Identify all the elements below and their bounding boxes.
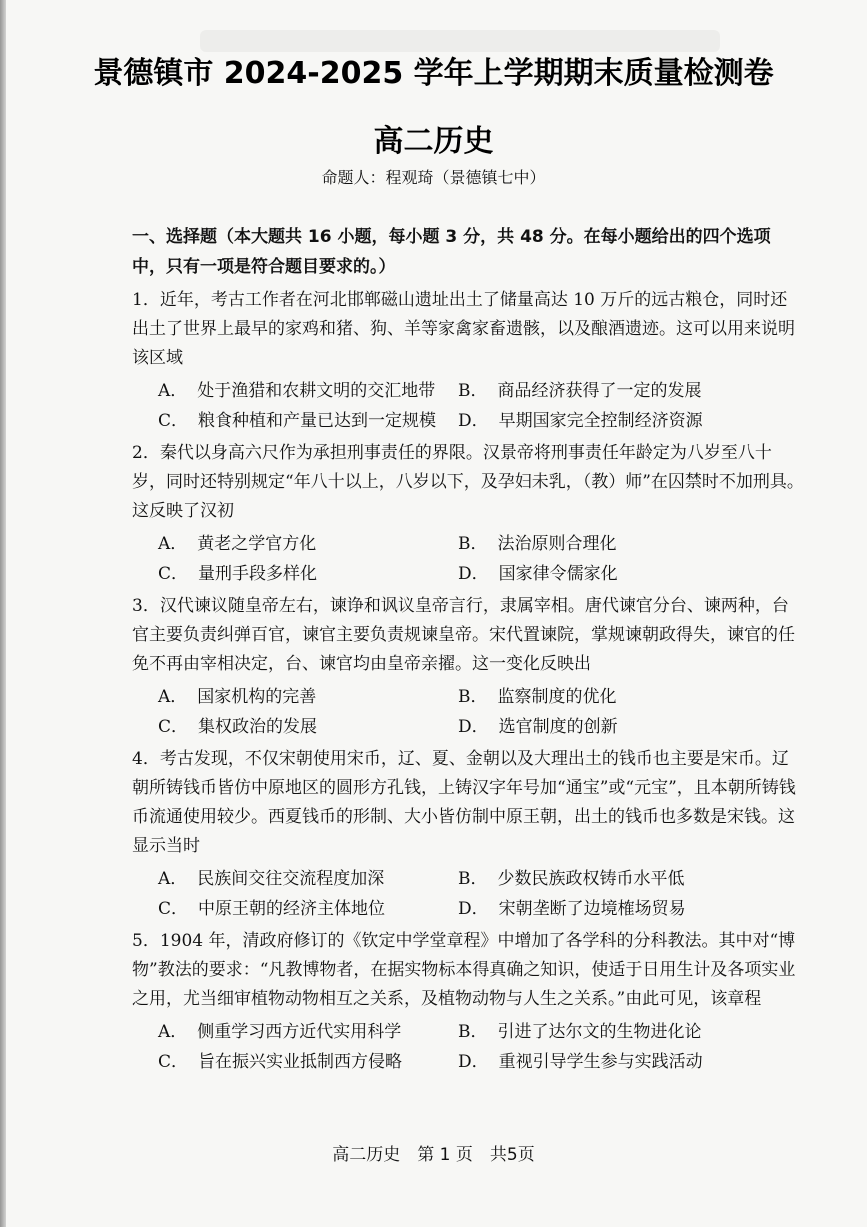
option-text: 选官制度的创新 xyxy=(498,717,618,737)
option-a xyxy=(158,865,458,893)
question-3 xyxy=(132,592,804,741)
option-d xyxy=(458,895,788,923)
option-a xyxy=(158,377,458,405)
option-letter: C． xyxy=(158,717,189,737)
question-options xyxy=(132,530,804,588)
option-a xyxy=(158,683,458,711)
option-text: 集权政治的发展 xyxy=(198,717,318,737)
page-footer: 高二历史 第 1 页 共5页 xyxy=(332,1145,535,1165)
option-text: 侧重学习西方近代实用科学 xyxy=(197,1022,402,1042)
option-c xyxy=(158,713,458,741)
question-4 xyxy=(132,745,804,923)
option-b xyxy=(458,377,788,405)
question-1 xyxy=(132,286,804,435)
option-letter: C． xyxy=(158,899,189,919)
option-letter: B． xyxy=(458,687,488,707)
option-letter: D． xyxy=(458,564,489,584)
option-text: 商品经济获得了一定的发展 xyxy=(497,381,702,401)
exam-subject: 高二历史 xyxy=(373,124,494,159)
section-heading: 一、选择题（本大题共 16 小题，每小题 3 分，共 48 分。在每小题给出的四个选项中，只有一项是符合题目要求的。） xyxy=(132,227,771,277)
option-c xyxy=(158,895,458,923)
question-options xyxy=(132,683,804,741)
option-a xyxy=(158,1018,458,1046)
option-letter: C． xyxy=(158,564,189,584)
option-letter: A． xyxy=(158,381,188,401)
option-text: 引进了达尔文的生物进化论 xyxy=(497,1022,702,1042)
option-c xyxy=(158,560,458,588)
question-stem: 5．1904 年，清政府修订的《钦定中学堂章程》中增加了各学科的分科教法。其中对“博物”教法的要求：“凡教博物者，在据实物标本得真确之知识，使适于日用生计及各项实业之用，尤当细审植物动物相互之关系，及植物动物与人生之关系。”由此可见，该章程 xyxy=(132,931,796,1009)
exam-content xyxy=(132,222,804,1076)
question-options xyxy=(132,377,804,435)
option-text: 中原王朝的经济主体地位 xyxy=(198,899,386,919)
option-text: 黄老之学官方化 xyxy=(197,534,317,554)
question-options xyxy=(132,1018,804,1076)
option-b xyxy=(458,683,788,711)
option-b xyxy=(458,530,788,558)
option-letter: B． xyxy=(458,1022,488,1042)
option-c xyxy=(158,1048,458,1076)
question-stem: 3．汉代谏议随皇帝左右，谏诤和讽议皇帝言行，隶属宰相。唐代谏官分台、谏两种，台官主要负责纠弹百官，谏官主要负责规谏皇帝。宋代置谏院，掌规谏朝政得失，谏官的任免不再由宰相决定，台、谏官均由皇帝亲擢。这一变化反映出 xyxy=(132,596,795,674)
option-letter: A． xyxy=(158,869,188,889)
option-text: 国家机构的完善 xyxy=(197,687,317,707)
option-letter: D． xyxy=(458,1052,489,1072)
option-text: 早期国家完全控制经济资源 xyxy=(498,411,703,431)
option-letter: D． xyxy=(458,717,489,737)
question-stem: 4．考古发现，不仅宋朝使用宋币，辽、夏、金朝以及大理出土的钱币也主要是宋币。辽朝所铸钱币皆仿中原地区的圆形方孔钱，上铸汉字年号加“通宝”或“元宝”，且本朝所铸钱币流通使用较少。西夏钱币的形制、大小皆仿制中原王朝，出土的钱币也多数是宋钱。这显示当时 xyxy=(132,749,796,856)
option-text: 民族间交往交流程度加深 xyxy=(197,869,385,889)
option-letter: B． xyxy=(458,534,488,554)
option-letter: D． xyxy=(458,411,489,431)
option-text: 粮食种植和产量已达到一定规模 xyxy=(198,411,437,431)
option-letter: A． xyxy=(158,534,188,554)
option-letter: B． xyxy=(458,381,488,401)
option-text: 重视引导学生参与实践活动 xyxy=(498,1052,703,1072)
option-d xyxy=(458,560,788,588)
exam-title: 景德镇市 2024-2025 学年上学期期末质量检测卷 xyxy=(93,56,774,91)
option-a xyxy=(158,530,458,558)
option-b xyxy=(458,1018,788,1046)
option-text: 处于渔猎和农耕文明的交汇地带 xyxy=(197,381,436,401)
option-letter: A． xyxy=(158,1022,188,1042)
option-c xyxy=(158,407,458,435)
question-5 xyxy=(132,927,804,1076)
question-2 xyxy=(132,439,804,588)
option-letter: A． xyxy=(158,687,188,707)
option-text: 旨在振兴实业抵制西方侵略 xyxy=(198,1052,403,1072)
option-d xyxy=(458,713,788,741)
question-stem: 1．近年，考古工作者在河北邯郸磁山遗址出土了储量高达 10 万斤的远古粮仓，同时还出土了世界上最早的家鸡和猪、狗、羊等家禽家畜遗骸，以及酿酒遗迹。这可以用来说明该区域 xyxy=(132,290,795,368)
option-letter: D． xyxy=(458,899,489,919)
option-text: 少数民族政权铸币水平低 xyxy=(497,869,685,889)
option-letter: C． xyxy=(158,1052,189,1072)
option-letter: B． xyxy=(458,869,488,889)
option-text: 法治原则合理化 xyxy=(497,534,617,554)
exam-author: 命题人：程观琦（景德镇七中） xyxy=(321,168,546,187)
option-d xyxy=(458,1048,788,1076)
option-text: 宋朝垄断了边境榷场贸易 xyxy=(498,899,686,919)
question-options xyxy=(132,865,804,923)
question-stem: 2．秦代以身高六尺作为承担刑事责任的界限。汉景帝将刑事责任年龄定为八岁至八十岁，同时还特别规定“年八十以上，八岁以下，及孕妇未乳，（教）师”在囚禁时不加刑具。这反映了汉初 xyxy=(132,443,804,521)
option-d xyxy=(458,407,788,435)
option-letter: C． xyxy=(158,411,189,431)
option-text: 国家律令儒家化 xyxy=(498,564,618,584)
option-b xyxy=(458,865,788,893)
option-text: 监察制度的优化 xyxy=(497,687,617,707)
option-text: 量刑手段多样化 xyxy=(198,564,318,584)
